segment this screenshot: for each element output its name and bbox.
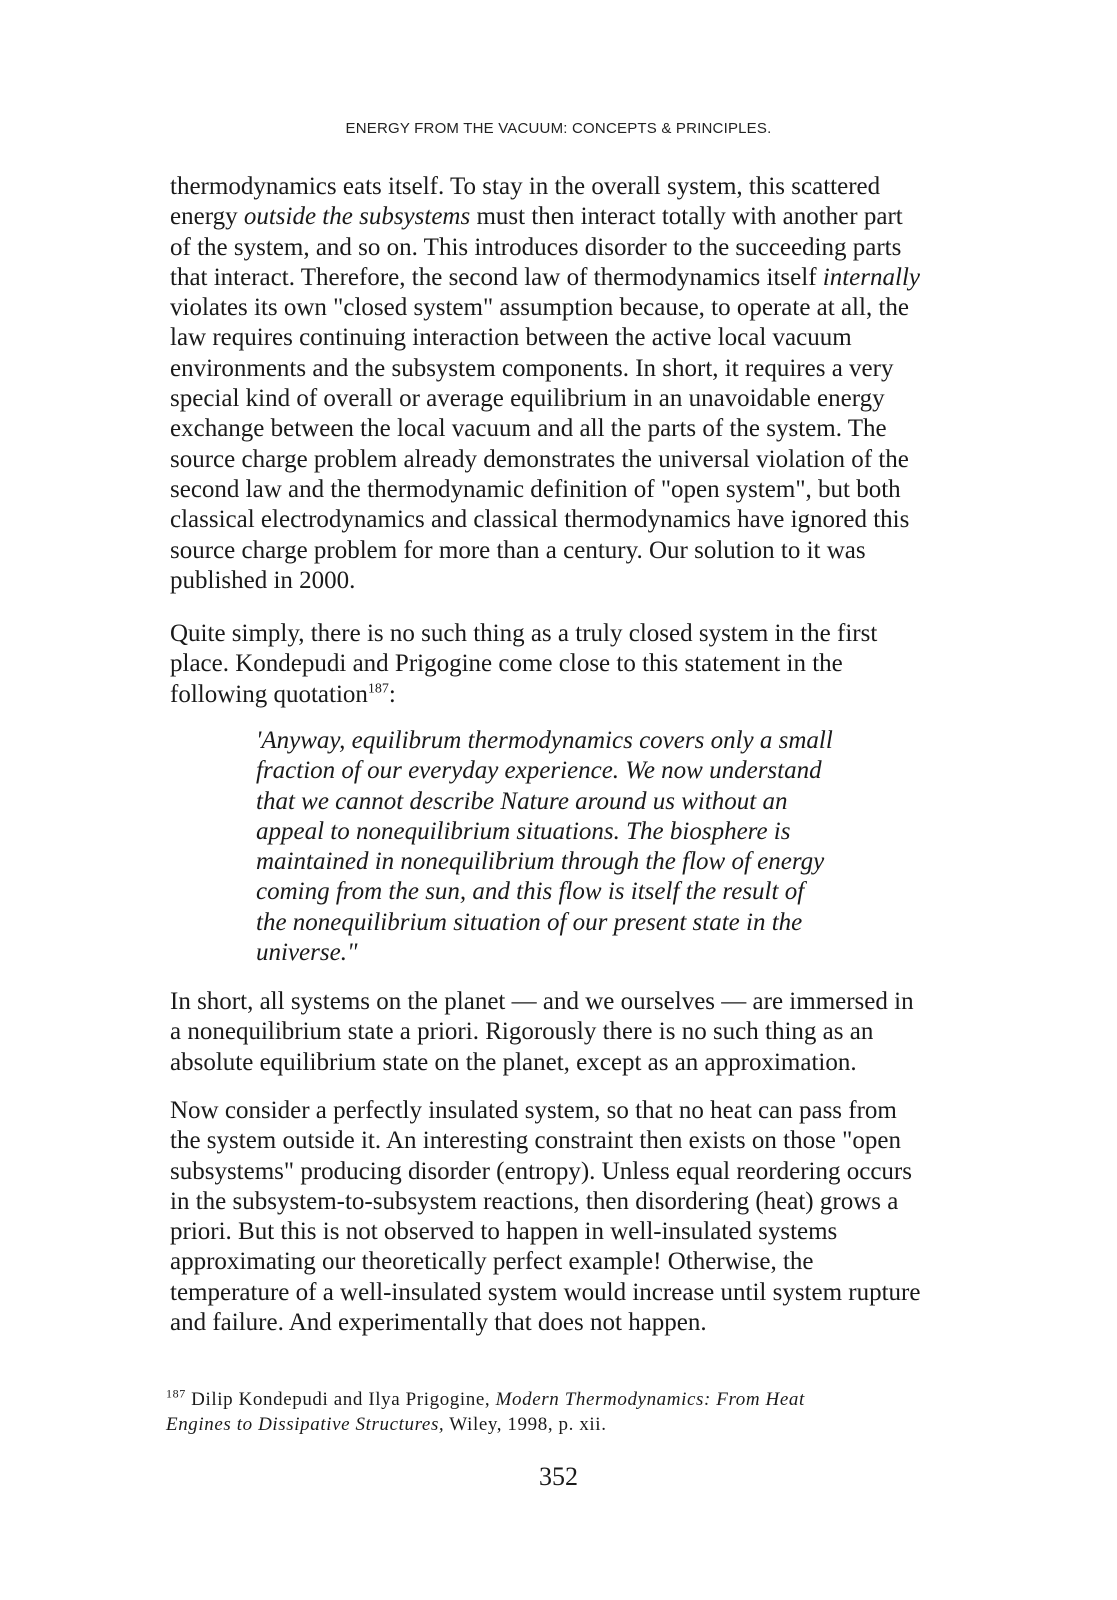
paragraph-line: in the subsystem-to-subsystem reactions, then disordering (heat) grows a (170, 1187, 899, 1215)
paragraph-3 (170, 987, 990, 1078)
quotation-line: universe." (256, 939, 358, 967)
footnote-reference: 187 (367, 681, 389, 697)
text-run: : (388, 680, 396, 708)
italic-text-run: internally (822, 263, 920, 291)
paragraph-line: law requires continuing interaction between the active local vacuum (170, 324, 852, 352)
paragraph-line (170, 202, 990, 232)
paragraph-line: violates its own "closed system" assumption because, to operate at all, the (170, 294, 909, 322)
footnote-number: 187 (166, 1386, 186, 1401)
paragraph-line: source charge problem for more than a century. Our solution to it was (170, 536, 866, 564)
paragraph-1 (170, 172, 990, 596)
paragraph-4 (170, 1096, 990, 1338)
paragraph-line: priori. But this is not observed to happen in well-insulated systems (170, 1218, 838, 1246)
paragraph-line: approximating our theoretically perfect example! Otherwise, the (170, 1248, 814, 1276)
paragraph-2 (170, 619, 990, 710)
quotation-line: 'Anyway, equilibrum thermodynamics covers only a small (256, 727, 833, 754)
quotation-line: that we cannot describe Nature around us without an (256, 787, 788, 815)
text-run: energy (170, 203, 244, 231)
paragraph-line: thermodynamics eats itself. To stay in the overall system, this scattered (170, 173, 881, 200)
quotation-line: appeal to nonequilibrium situations. The biosphere is (256, 817, 791, 845)
italic-text-run: outside the subsystems (243, 203, 471, 231)
paragraph-line: exchange between the local vacuum and all the parts of the system. The (170, 415, 887, 443)
paragraph-line: the system outside it. An interesting constraint then exists on those "open (170, 1127, 901, 1155)
footnote-publisher: Wiley, 1998, p. xii. (444, 1414, 607, 1435)
footnote-line (166, 1412, 946, 1437)
quotation-line: coming from the sun, and this flow is itself the result of (256, 878, 805, 906)
block-quotation (256, 726, 916, 968)
quotation-line: the nonequilibrium situation of our present state in the (256, 908, 803, 936)
footnote-line (166, 1387, 946, 1412)
footnote-authors: Dilip Kondepudi and Ilya Prigogine, (185, 1389, 496, 1410)
paragraph-line: second law and the thermodynamic definition of "open system", but both (170, 475, 901, 503)
footnote-book-title: Modern Thermodynamics: From Heat (495, 1389, 805, 1410)
paragraph-line: of the system, and so on. This introduces disorder to the succeeding parts (170, 233, 902, 261)
quotation-line: fraction of our everyday experience. We now understand (256, 757, 822, 785)
footnote (166, 1387, 946, 1437)
text-run: must then interact totally with another part (470, 203, 903, 231)
footnote-book-title: Engines to Dissipative Structures, (166, 1414, 445, 1435)
paragraph-line: subsystems" producing disorder (entropy). Unless equal reordering occurs (170, 1157, 912, 1185)
paragraph-line: temperature of a well-insulated system would increase until system rupture (170, 1278, 921, 1306)
quotation-line: maintained in nonequilibrium through the flow of energy (256, 848, 825, 876)
text-run: following quotation (170, 680, 368, 708)
paragraph-line: Quite simply, there is no such thing as a truly closed system in the first (170, 620, 878, 647)
paragraph-line (170, 680, 990, 710)
running-header: ENERGY FROM THE VACUUM: CONCEPTS & PRINCIPLES. (345, 120, 772, 137)
paragraph-line: classical electrodynamics and classical thermodynamics have ignored this (170, 506, 910, 534)
paragraph-line: published in 2000. (170, 566, 356, 594)
text-run: that interact. Therefore, the second law of thermodynamics itself (170, 263, 823, 291)
paragraph-line: place. Kondepudi and Prigogine come close to this statement in the (170, 650, 843, 678)
paragraph-line: Now consider a perfectly insulated system, so that no heat can pass from (170, 1097, 897, 1124)
paragraph-line: environments and the subsystem components. In short, it requires a very (170, 354, 894, 382)
paragraph-line: In short, all systems on the planet — and we ourselves — are immersed in (170, 988, 914, 1015)
paragraph-line: a nonequilibrium state a priori. Rigorously there is no such thing as an (170, 1018, 874, 1046)
paragraph-line: special kind of overall or average equilibrium in an unavoidable energy (170, 385, 885, 413)
paragraph-line: absolute equilibrium state on the planet, except as an approximation. (170, 1048, 857, 1076)
paragraph-line (170, 263, 990, 293)
paragraph-line: source charge problem already demonstrates the universal violation of the (170, 445, 909, 473)
paragraph-line: and failure. And experimentally that does not happen. (170, 1309, 707, 1337)
page-number: 352 (539, 1462, 578, 1491)
